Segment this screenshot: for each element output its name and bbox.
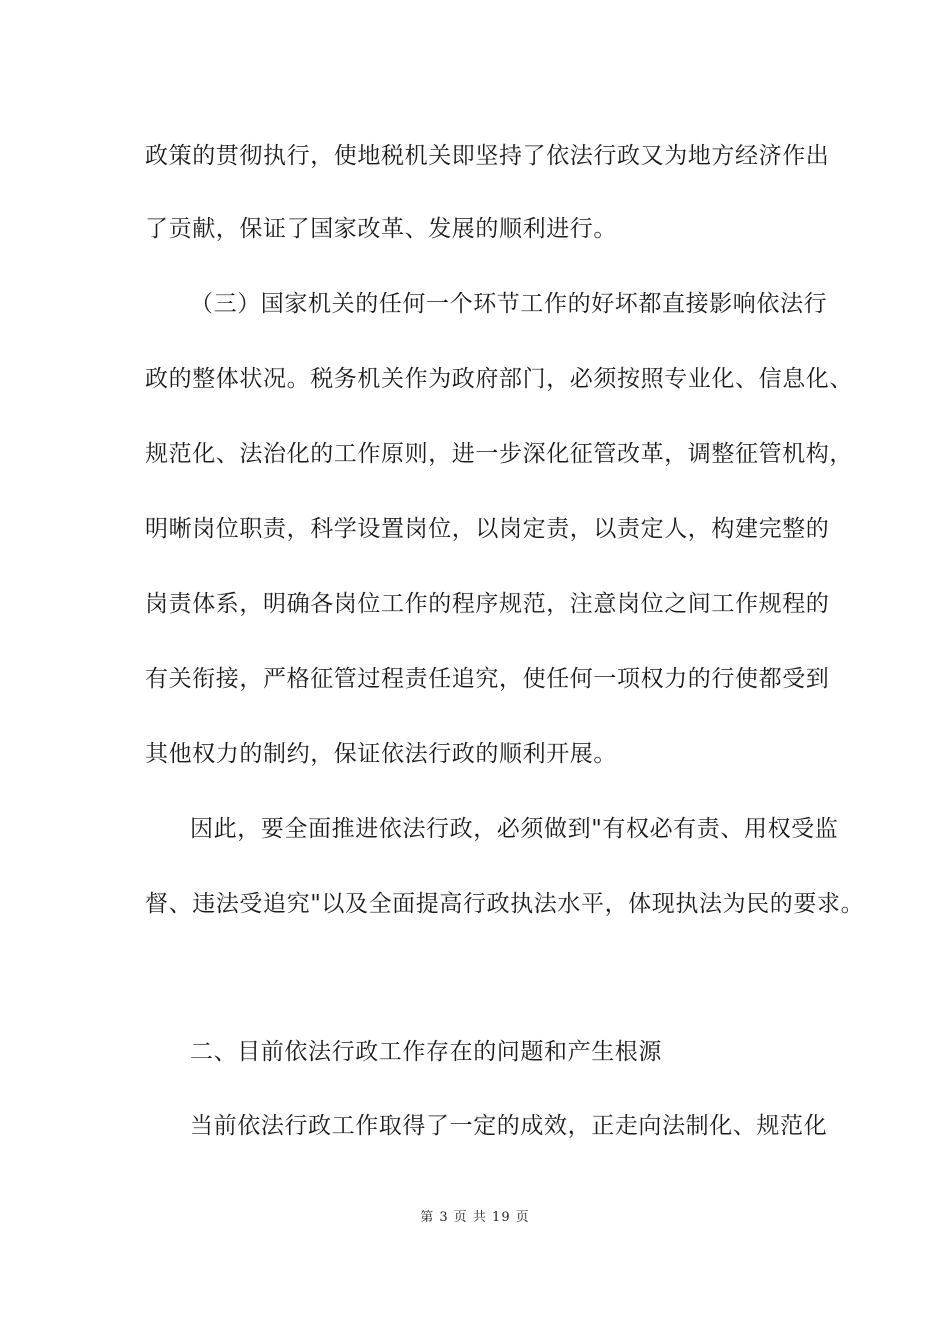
body-text-line: 岗责体系，明确各岗位工作的程序规范，注意岗位之间工作规程的: [145, 591, 830, 617]
body-text-line: 了贡献，保证了国家改革、发展的顺利进行。: [145, 216, 617, 242]
body-text-line: 督、违法受追究"以及全面提高行政执法水平，体现执法为民的要求。: [145, 891, 865, 917]
body-text-line: 有关衔接，严格征管过程责任追究，使任何一项权力的行使都受到: [145, 666, 830, 692]
section-heading: 二、目前依法行政工作存在的问题和产生根源: [190, 1039, 662, 1065]
body-text-line: 明晰岗位职责，科学设置岗位，以岗定责，以责定人，构建完整的: [145, 516, 830, 542]
body-text-line: 政的整体状况。税务机关作为政府部门，必须按照专业化、信息化、: [145, 366, 853, 392]
body-text-line: 政策的贯彻执行，使地税机关即坚持了依法行政又为地方经济作出: [145, 143, 830, 169]
body-text-line: 规范化、法治化的工作原则，进一步深化征管改革，调整征管机构，: [145, 441, 853, 467]
paragraph-start-line: 当前依法行政工作取得了一定的成效，正走向法制化、规范化: [190, 1113, 828, 1139]
paragraph-start-line: （三）国家机关的任何一个环节工作的好坏都直接影响依法行: [190, 291, 828, 317]
page-number-footer: 第 3 页 共 19 页: [420, 1210, 530, 1225]
paragraph-start-line: 因此，要全面推进依法行政，必须做到"有权必有责、用权受监: [190, 816, 839, 842]
body-text-line: 其他权力的制约，保证依法行政的顺利开展。: [145, 741, 617, 767]
